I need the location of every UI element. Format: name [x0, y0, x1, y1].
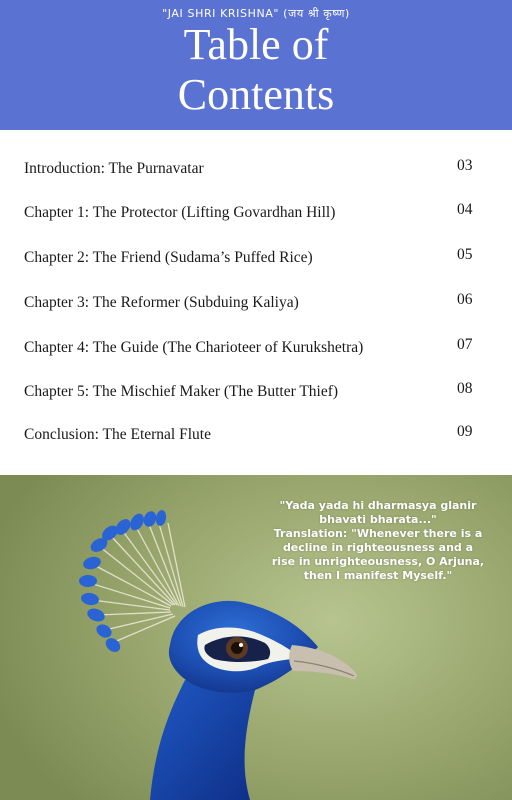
page-title — [0, 20, 512, 120]
header-subtitle: "JAI SHRI KRISHNA" (जय श्री कृष्ण) — [162, 7, 350, 20]
toc-entry-page: 09 — [457, 423, 473, 440]
toc-entry-title: Chapter 4: The Guide (The Charioteer of Kurukshetra) — [24, 339, 364, 356]
toc-entry-chapter-3[interactable] — [0, 291, 512, 318]
toc-entry-title: Chapter 5: The Mischief Maker (The Butter Thief) — [24, 383, 339, 400]
toc-entry-title: Chapter 3: The Reformer (Subduing Kaliya) — [24, 294, 299, 311]
title-line-2: Contents — [177, 70, 335, 119]
toc-entry-page: 05 — [457, 246, 473, 263]
toc-entry-title: Chapter 1: The Protector (Lifting Govardhan Hill) — [24, 204, 336, 221]
gita-quote: "Yada yada hi dharmasya glanir bhavati bharata..." Translation: "Whenever there is a decline in righteousness and a rise in unrighteousness, O Arjuna, then I manifest Myself." — [271, 499, 485, 582]
toc-entry-title: Chapter 2: The Friend (Sudama’s Puffed Rice) — [24, 249, 313, 266]
toc-entry-page: 06 — [457, 291, 473, 308]
toc-entry-title: Conclusion: The Eternal Flute — [24, 426, 211, 443]
peacock-neck — [150, 680, 255, 800]
toc-entry-page: 07 — [457, 336, 473, 353]
title-line-1: Table of — [183, 20, 329, 69]
header-banner — [0, 0, 512, 130]
toc-entry-chapter-5[interactable] — [0, 380, 512, 407]
toc-entry-page: 08 — [457, 380, 473, 397]
toc-entry-conclusion[interactable] — [0, 423, 512, 450]
toc-entry-introduction[interactable] — [0, 157, 512, 184]
toc-entry-chapter-1[interactable] — [0, 201, 512, 228]
table-of-contents — [0, 130, 512, 475]
toc-entry-chapter-2[interactable] — [0, 246, 512, 273]
toc-entry-title: Introduction: The Purnavatar — [24, 160, 204, 177]
toc-entry-chapter-4[interactable] — [0, 336, 512, 363]
toc-entry-page: 04 — [457, 201, 473, 218]
peacock-photo — [0, 475, 512, 800]
toc-entry-page: 03 — [457, 157, 473, 174]
